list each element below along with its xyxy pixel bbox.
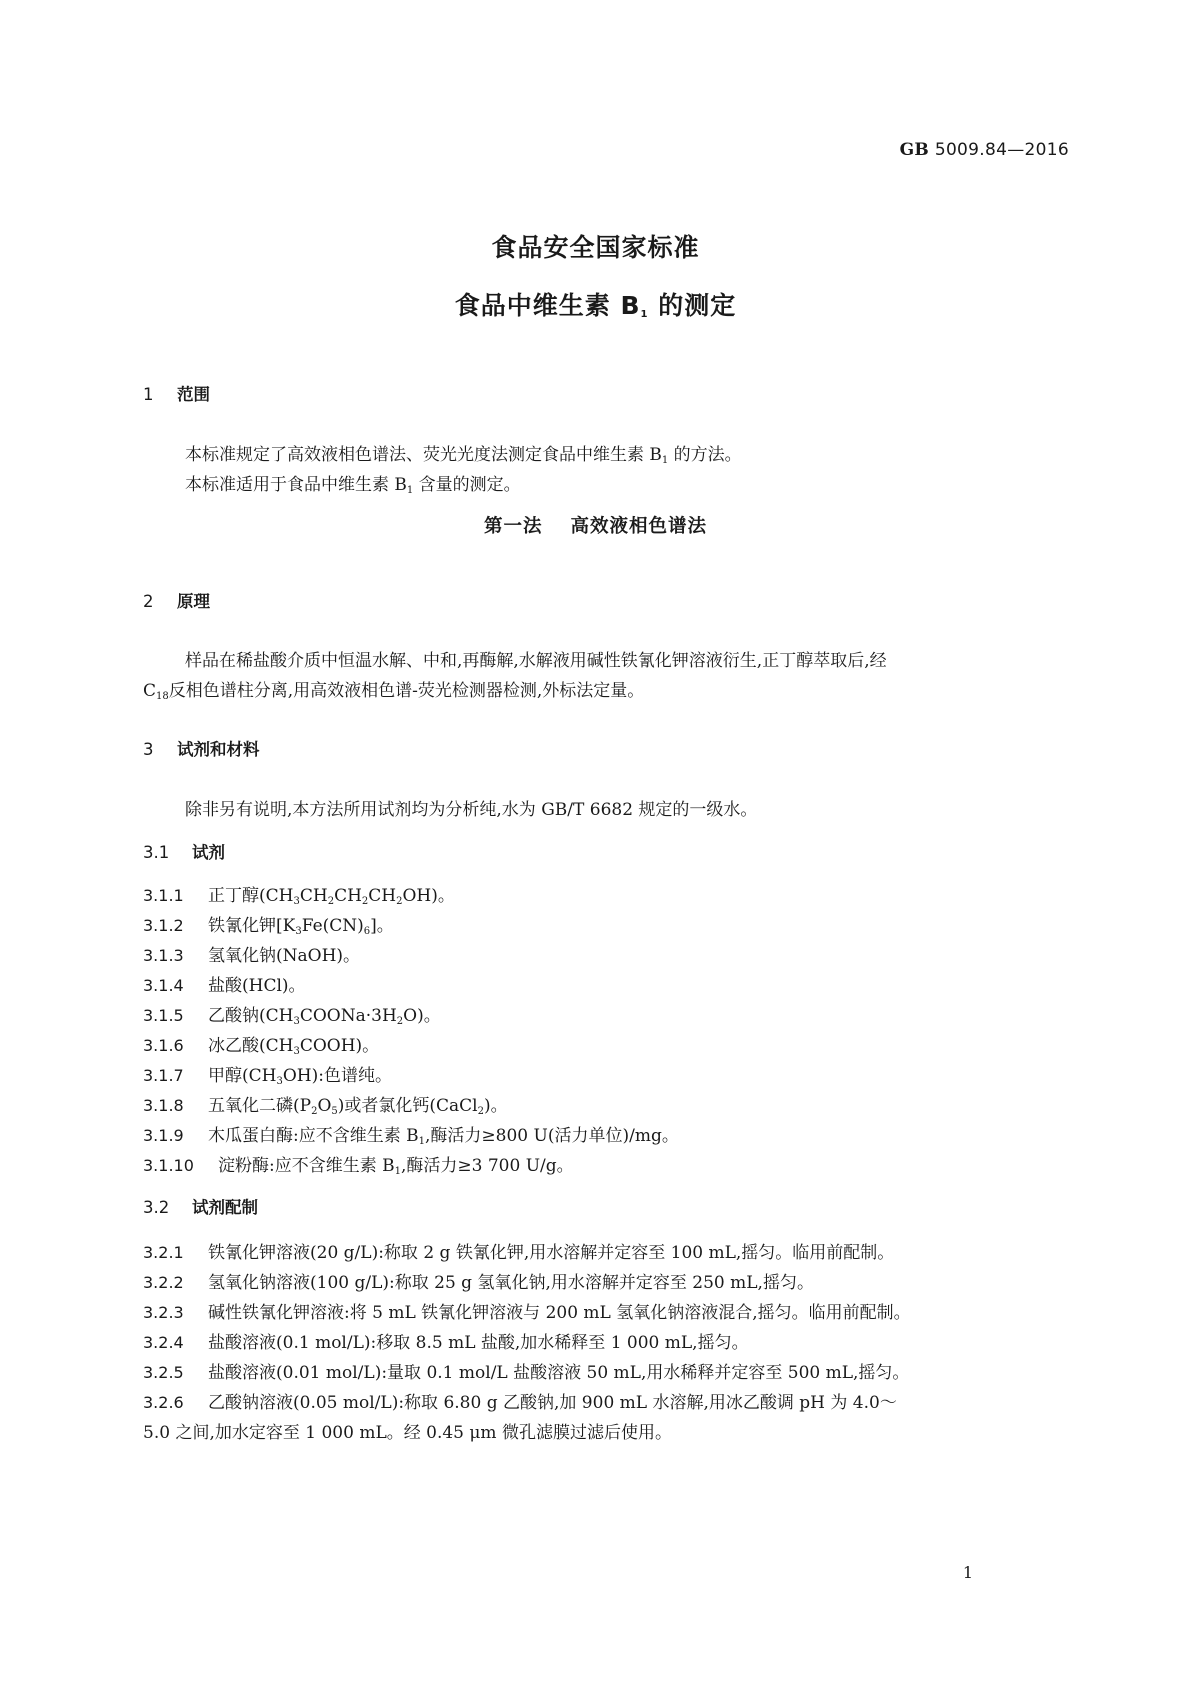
- reagent-item: 3.1.3 氢氧化钠(NaOH)。: [143, 946, 361, 966]
- standard-code: GB 5009.84—2016: [899, 140, 1069, 160]
- preparation-item-cont: 5.0 之间,加水定容至 1 000 mL。经 0.45 μm 微孔滤膜过滤后使用。: [143, 1423, 672, 1443]
- preparation-item: 3.2.6 乙酸钠溶液(0.05 mol/L):称取 6.80 g 乙酸钠,加 900 mL 水溶解,用冰乙酸调 pH 为 4.0～: [143, 1393, 897, 1413]
- page-number: 1: [962, 1563, 973, 1582]
- subsection-heading-3-2: 3.2 试剂配制: [143, 1198, 258, 1217]
- reagent-item: 3.1.6 冰乙酸$(CH_3COOH)$。: [143, 1036, 380, 1057]
- preparation-item: 3.2.5 盐酸溶液(0.01 mol/L):量取 0.1 mol/L 盐酸溶液 50 mL,用水稀释并定容至 500 mL,摇匀。: [143, 1363, 910, 1383]
- section-heading-reagents: 3 试剂和材料: [143, 740, 260, 759]
- scope-paragraph-2: 本标准适用于食品中维生素 $B_1$ 含量的测定。: [185, 475, 521, 496]
- reagent-item: 3.1.2 铁氰化钾$[K_3Fe(CN)_6]$。: [143, 916, 394, 937]
- section-heading-principle: 2 原理: [143, 592, 210, 611]
- preparation-item: 3.2.2 氢氧化钠溶液(100 g/L):称取 25 g 氢氧化钠,用水溶解并定容至 250 mL,摇匀。: [143, 1273, 814, 1293]
- subsection-heading-3-1: 3.1 试剂: [143, 843, 225, 862]
- method-heading: 第一法 高效液相色谱法: [483, 516, 708, 537]
- reagent-item: 3.1.7 甲醇$(CH_3OH)$:色谱纯。: [143, 1066, 392, 1087]
- principle-paragraph-cont: $C_{18}$反相色谱柱分离,用高效液相色谱-荧光检测器检测,外标法定量。: [143, 681, 645, 702]
- principle-paragraph: 样品在稀盐酸介质中恒温水解、中和,再酶解,水解液用碱性铁氰化钾溶液衍生,正丁醇萃取后,经: [185, 651, 887, 671]
- reagent-item: 3.1.1 正丁醇$(CH_3CH_2CH_2CH_2OH)$。: [143, 886, 455, 907]
- reagents-intro: 除非另有说明,本方法所用试剂均为分析纯,水为 GB/T 6682 规定的一级水。: [185, 800, 758, 820]
- reagent-item: 3.1.4 盐酸(HCl)。: [143, 976, 306, 996]
- reagent-item: 3.1.8 五氧化二磷$(P_2O_5)$或者氯化钙(CaCl$_2$)。: [143, 1096, 508, 1117]
- reagent-item: 3.1.5 乙酸钠$(CH_3COONa\cdot 3H_2O)$。: [143, 1006, 441, 1027]
- reagent-item: 3.1.10 淀粉酶:应不含维生素 $B_1$,酶活力≥3 700 U/g。: [143, 1156, 574, 1177]
- preparation-item: 3.2.1 铁氰化钾溶液(20 g/L):称取 2 g 铁氰化钾,用水溶解并定容至 100 mL,摇匀。临用前配制。: [143, 1243, 895, 1263]
- section-heading-scope: 1 范围: [143, 385, 210, 404]
- preparation-item: 3.2.4 盐酸溶液(0.1 mol/L):移取 8.5 mL 盐酸,加水稀释至 1 000 mL,摇匀。: [143, 1333, 749, 1353]
- document-subtitle: 食品中维生素 $B_1$ 的测定: [454, 291, 737, 320]
- reagent-item: 3.1.9 木瓜蛋白酶:应不含维生素 $B_1$,酶活力≥800 U(活力单位)/mg。: [143, 1126, 679, 1147]
- scope-paragraph-1: 本标准规定了高效液相色谱法、荧光光度法测定食品中维生素 $B_1$ 的方法。: [185, 445, 742, 466]
- preparation-item: 3.2.3 碱性铁氰化钾溶液:将 5 mL 铁氰化钾溶液与 200 mL 氢氧化钠溶液混合,摇匀。临用前配制。: [143, 1303, 911, 1323]
- document-title: 食品安全国家标准: [491, 233, 700, 262]
